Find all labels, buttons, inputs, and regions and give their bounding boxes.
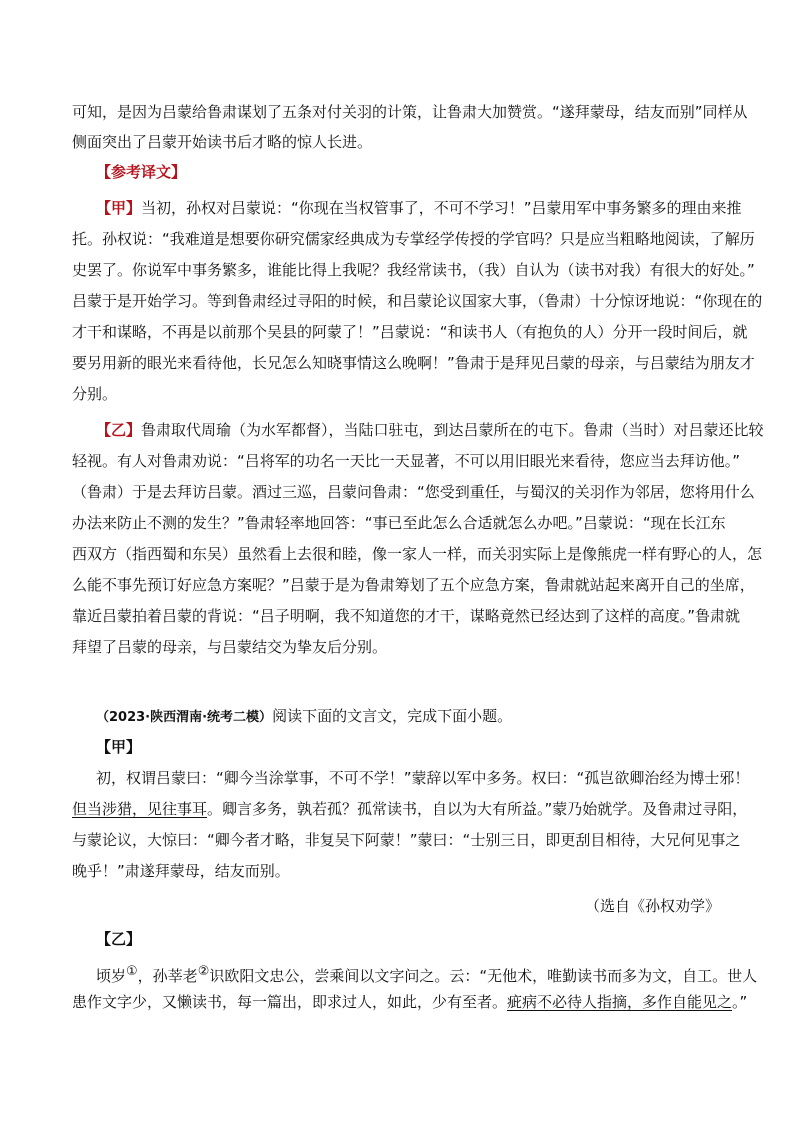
original-yi-line-1 bbox=[96, 964, 758, 985]
intro-line-1: 可知，是因为吕蒙给鲁肃谋划了五条对付关羽的计策，让鲁肃大加赞赏。“遂拜蒙母，结友而别”同样从 bbox=[72, 103, 748, 121]
translation-jia-line-2: 托。孙权说：“我难道是想要你研究儒家经典成为专掌经学传授的学官吗？只是应当粗略地阅读，了解历 bbox=[72, 230, 755, 248]
translation-yi-line-5: 西双方（指西蜀和东吴）虽然看上去很和睦，像一家人一样，而关羽实际上是像熊虎一样有野心的人，怎 bbox=[72, 545, 763, 563]
translation-jia-line-1 bbox=[96, 201, 746, 216]
original-jia-line-4: 晚乎！”肃遂拜蒙母，结友而别。 bbox=[72, 862, 290, 880]
original-jia-line-3: 与蒙论议，大惊曰：“卿今者才略，非复吴下阿蒙！”蒙曰：“士别三日，即更刮目相待，大兄何见事之 bbox=[72, 831, 741, 849]
translation-jia-line-6: 要另用新的眼光来看待他，长兄怎么知晓事情这么晚啊！”鲁肃于是拜见吕蒙的母亲，与吕蒙结为朋友才 bbox=[72, 354, 755, 372]
translation-jia-text: 当初，孙权对吕蒙说：“你现在当权管事了，不可不学习！”吕蒙用军中事务繁多的理由来推 bbox=[141, 199, 742, 217]
translation-yi-line-6: 么能不事先预订好应急方案呢？”吕蒙于是为鲁肃筹划了五个应急方案，鲁肃就站起来离开自己的坐席， bbox=[72, 576, 755, 594]
original-jia-line-2-rest: 。卿言多务，孰若孤？孤常读书，自以为大有所益。”蒙乃始就学。及鲁肃过寻阳， bbox=[207, 800, 748, 818]
translation-yi-line-3: （鲁肃）于是去拜访吕蒙。酒过三巡，吕蒙问鲁肃：“您受到重任，与蜀汉的关羽作为邻居，您将用什么 bbox=[72, 483, 755, 501]
translation-yi-line-7: 靠近吕蒙拍着吕蒙的背说：“吕子明啊，我不知道您的才干，谋略竟然已经达到了这样的高度。”鲁肃就 bbox=[72, 607, 741, 625]
question-source: （2023·陕西渭南·统考二模） bbox=[96, 710, 273, 725]
original-yi-line-2-b: 。” bbox=[732, 993, 748, 1011]
question-prompt: 阅读下面的文言文，完成下面小题。 bbox=[272, 707, 513, 725]
translation-yi-line-2: 轻视。有人对鲁肃劝说：“吕将军的功名一天比一天显著，不可以用旧眼光来看待，您应当去拜访他。” bbox=[72, 452, 741, 470]
question-header bbox=[96, 709, 746, 725]
translation-jia-tag: 【甲】 bbox=[96, 199, 142, 217]
translation-yi-line-1 bbox=[96, 421, 764, 439]
original-yi-text-b: ，孙莘老 bbox=[137, 967, 198, 985]
original-yi-tag: 【乙】 bbox=[96, 930, 142, 948]
translation-jia-line-7: 分别。 bbox=[72, 385, 118, 403]
footnote-marker-2: ② bbox=[197, 964, 210, 979]
footnote-marker-1: ① bbox=[126, 964, 138, 979]
reference-translation-heading: 【参考译文】 bbox=[96, 163, 187, 181]
translation-jia-line-3: 史罢了。你说军中事务繁多，谁能比得上我呢？我经常读书，（我）自认为（读书对我）有很大的好处。” bbox=[72, 261, 755, 279]
original-jia-line-1: 初，权谓吕蒙曰：“卿今当涂掌事，不可不学！”蒙辞以军中多务。权曰：“孤岂欲卿治经为博士邪！ bbox=[96, 769, 750, 787]
translation-yi-line-8: 拜望了吕蒙的母亲，与吕蒙结交为挚友后分别。 bbox=[72, 638, 388, 656]
translation-yi-line-4: 办法来防止不测的发生？”鲁肃轻率地回答：“事已至此怎么合适就怎么办吧。”吕蒙说：“现在长江东 bbox=[72, 514, 726, 532]
translation-yi-text: 鲁肃取代周瑜（为水军都督），当陆口驻屯，到达吕蒙所在的屯下。鲁肃（当时）对吕蒙还比较 bbox=[141, 421, 764, 439]
original-jia-source: （选自《孙权劝学》 bbox=[584, 897, 720, 915]
intro-line-2: 侧面突出了吕蒙开始读书后才略的惊人长进。 bbox=[72, 133, 373, 151]
translation-jia-line-4: 吕蒙于是开始学习。等到鲁肃经过寻阳的时候，和吕蒙论议国家大事，（鲁肃）十分惊讶地说：“你现在的 bbox=[72, 292, 763, 310]
original-yi-text-a: 顷岁 bbox=[96, 967, 127, 985]
original-jia-line-2 bbox=[72, 800, 748, 818]
original-yi-line-2 bbox=[72, 993, 748, 1011]
underlined-sentence-jia: 但当涉猎，见往事耳 bbox=[72, 800, 208, 818]
underlined-sentence-yi: 疵病不必待人指摘，多作自能见之 bbox=[507, 993, 733, 1011]
original-yi-text-c: 识欧阳文忠公，尝乘间以文字问之。云：“无他术，唯勤读书而多为文，自工。世人 bbox=[209, 967, 758, 985]
translation-yi-tag: 【乙】 bbox=[96, 421, 142, 439]
original-jia-tag: 【甲】 bbox=[96, 738, 142, 756]
translation-jia-line-5: 才干和谋略，不再是以前那个吴县的阿蒙了！”吕蒙说：“和读书人（有抱负的人）分开一段时间后，就 bbox=[72, 323, 748, 341]
original-yi-line-2-a: 患作文字少，又懒读书，每一篇出，即求过人，如此，少有至者。 bbox=[72, 993, 508, 1011]
